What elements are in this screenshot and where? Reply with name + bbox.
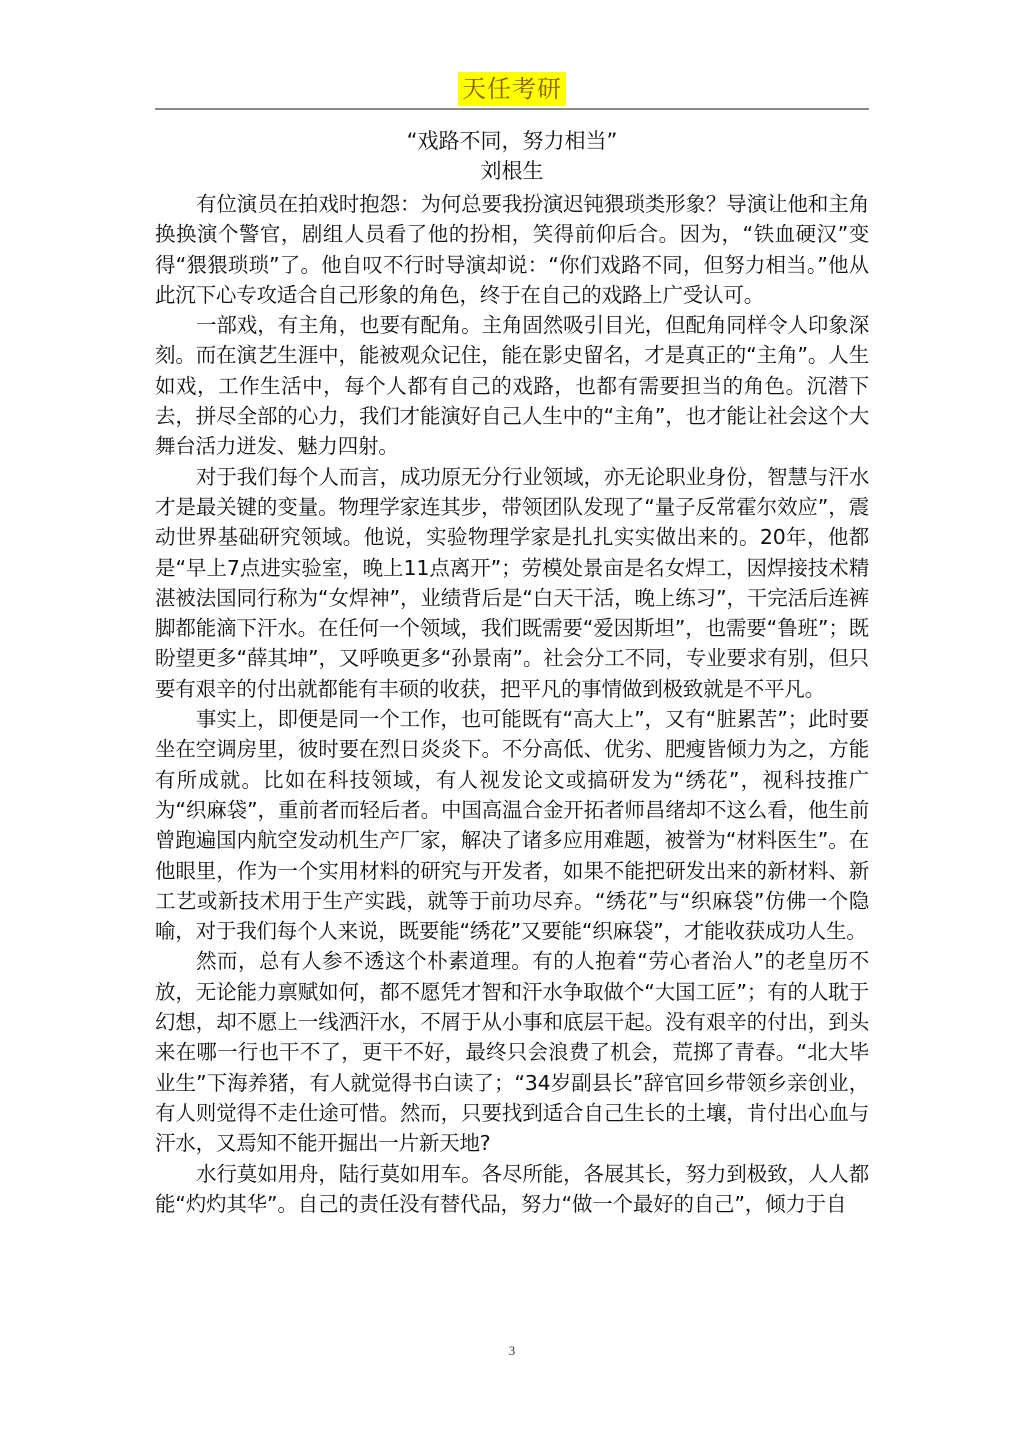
paragraph: 事实上，即便是同一个工作，也可能既有“高大上”，又有“脏累苦”；此时要坐在空调房里，彼时要在烈日炎炎下。不分高低、优劣、肥瘦皆倾力为之，方能有所成就。比如在科技领域，有人视发论文或搞研发为“绣花”，视科技推广为“织麻袋”，重前者而轻后者。中国高温合金开拓者师昌绪却不这么看，他生前曾跑遍国内航空发动机生产厂家，解决了诸多应用难题，被誉为“材料医生”。在他眼里，作为一个实用材料的研究与开发者，如果不能把研发出来的新材料、新工艺或新技术用于生产实践，就等于前功尽弃。“绣花”与“织麻袋”仿佛一个隐喻，对于我们每个人来说，既要能“绣花”又要能“织麻袋”，才能收获成功人生。 <box>155 707 869 944</box>
paragraph: 水行莫如用舟，陆行莫如用车。各尽所能，各展其长，努力到极致，人人都能“灼灼其华”。自己的责任没有替代品，努力“做一个最好的自己”，倾力于自 <box>155 1161 869 1216</box>
page-header <box>155 72 869 106</box>
article-author: 刘根生 <box>480 159 544 183</box>
paragraph: 一部戏，有主角，也要有配角。主角固然吸引目光，但配角同样令人印象深刻。而在演艺生涯中，能被观众记住，能在影史留名，才是真正的“主角”。人生如戏，工作生活中，每个人都有自己的戏路，也都有需要担当的角色。沉潜下去，拼尽全部的心力，我们才能演好自己人生中的“主角”，也才能让社会这个大舞台活力迸发、魅力四射。 <box>155 313 869 459</box>
header-brand-highlight: 天任考研 <box>458 72 566 106</box>
paragraph: 有位演员在拍戏时抱怨：为何总要我扮演迟钝猥琐类形象？导演让他和主角换换演个警官，剧组人员看了他的扮相，笑得前仰后合。因为，“铁血硬汉”变得“猥猥琐琐”了。他自叹不行时导演却说：“你们戏路不同，但努力相当。”他从此沉下心专攻适合自己形象的角色，终于在自己的戏路上广受认可。 <box>155 192 869 307</box>
article-body <box>155 189 869 1219</box>
paragraph: 对于我们每个人而言，成功原无分行业领域，亦无论职业身份，智慧与汗水才是最关键的变量。物理学家连其步，带领团队发现了“量子反常霍尔效应”，震动世界基础研究领域。他说，实验物理学家是扎扎实实做出来的。20年，他都是“早上7点进实验室，晚上11点离开”；劳模处景亩是名女焊工，因焊接技术精湛被法国同行称为“女焊神”，业绩背后是“白天干活，晚上练习”，干完活后连裤脚都能滴下汗水。在任何一个领域，我们既需要“爱因斯坦”，也需要“鲁班”；既盼望更多“薛其坤”，又呼唤更多“孙景南”。社会分工不同，专业要求有别，但只要有艰辛的付出就都能有丰硕的收获，把平凡的事情做到极致就是不平凡。 <box>155 464 869 701</box>
paragraph: 然而，总有人参不透这个朴素道理。有的人抱着“劳心者治人”的老皇历不放，无论能力禀赋如何，都不愿凭才智和汗水争取做个“大国工匠”；有的人耽于幻想，却不愿上一线洒汗水，不屑于从小事和底层干起。没有艰辛的付出，到头来在哪一行也干不了，更干不好，最终只会浪费了机会，荒掷了青春。“北大毕业生”下海养猪，有人就觉得书白读了；“34岁副县长”辞官回乡带领乡亲创业，有人则觉得不走仕途可惜。然而，只要找到适合自己生长的土壤，肯付出心血与汗水，又焉知不能开掘出一片新天地? <box>155 949 869 1156</box>
header-divider <box>155 108 869 110</box>
page-number: 3 <box>508 1343 516 1358</box>
article-title: “戏路不同，努力相当” <box>406 129 618 153</box>
